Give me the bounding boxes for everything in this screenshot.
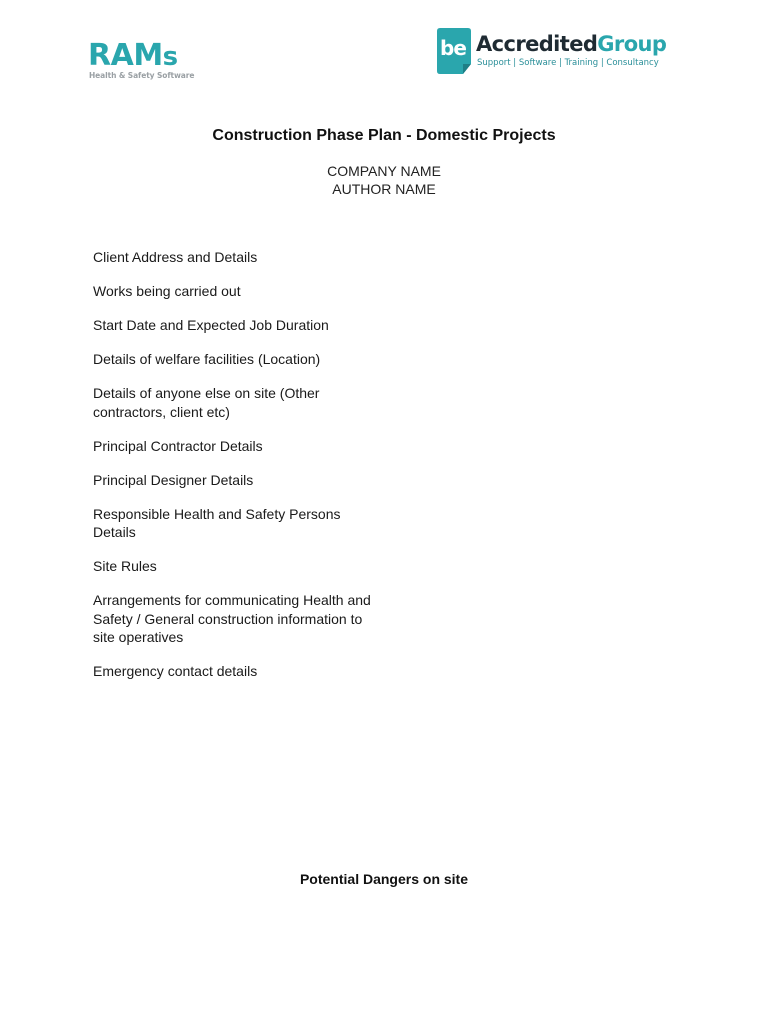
section-start-date: Start Date and Expected Job Duration: [93, 317, 329, 333]
potential-dangers-heading: Potential Dangers on site: [299, 871, 469, 887]
rams-logo-tail: s: [162, 42, 178, 72]
rams-logo-tagline: Health & Safety Software: [89, 71, 195, 80]
accredited-group-services: Support | Software | Training | Consultancy: [477, 58, 659, 68]
section-list: [93, 248, 383, 696]
section-works: Works being carried out: [93, 283, 241, 299]
section-principal-designer: Principal Designer Details: [93, 471, 254, 488]
section-welfare: Details of welfare facilities (Location): [93, 351, 321, 367]
section-emergency-contacts: Emergency contact details: [93, 663, 258, 679]
be-badge-icon: [437, 28, 471, 74]
document-title: Construction Phase Plan - Domestic Projects: [212, 127, 556, 144]
section-responsible-persons: Responsible Health and Safety Persons Details: [93, 505, 341, 540]
company-name: COMPANY NAME: [327, 163, 441, 179]
section-client-address: Client Address and Details: [93, 249, 258, 265]
section-others-on-site: Details of anyone else on site (Other contractors, client etc): [93, 385, 320, 420]
accredited-group-name: [476, 32, 666, 56]
section-site-rules: Site Rules: [93, 558, 157, 574]
accredited-group-name-teal: Group: [597, 32, 667, 56]
section-principal-contractor: Principal Contractor Details: [93, 437, 263, 454]
section-communication: Arrangements for communicating Health and Safety / General construction information to site operatives: [93, 592, 371, 645]
accredited-group-logo: [437, 28, 677, 76]
be-badge-text: be: [440, 36, 466, 60]
accredited-group-name-dark: Accredited: [476, 32, 598, 56]
rams-logo-main: RAM: [88, 38, 163, 73]
rams-logo-wordmark: [88, 40, 178, 73]
author-name: AUTHOR NAME: [332, 181, 436, 197]
rams-logo: [88, 38, 195, 82]
